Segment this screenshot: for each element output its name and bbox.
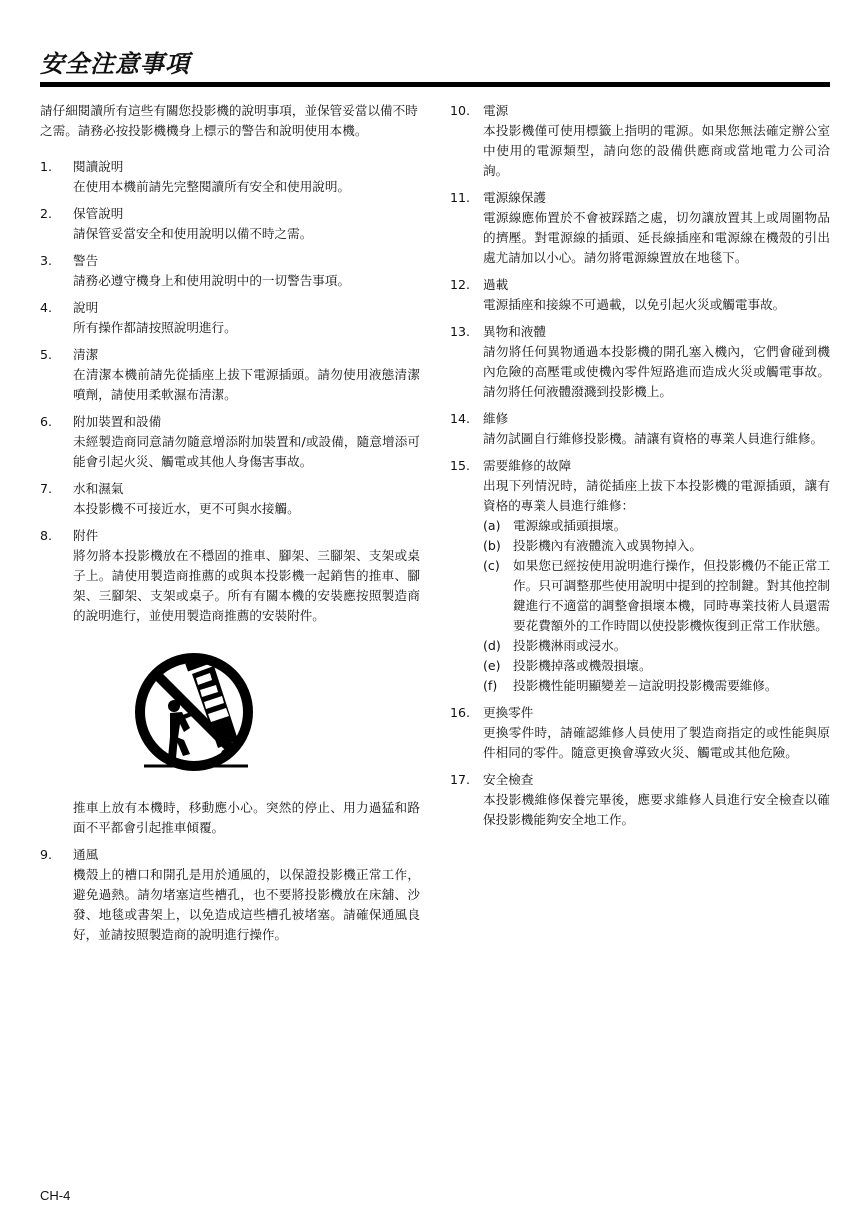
sub-item-label: (f) — [483, 678, 498, 693]
sub-list-item — [483, 556, 830, 636]
list-item — [450, 188, 830, 268]
list-item — [40, 157, 420, 197]
item-title: 閱讀說明 — [73, 159, 124, 174]
list-item — [40, 479, 420, 519]
item-title: 電源 — [483, 103, 509, 118]
item-number: 5. — [40, 347, 53, 362]
item-title: 保管說明 — [73, 206, 124, 221]
item-body: 在清潔本機前請先從插座上拔下電源插頭。請勿使用液態清潔噴劑，請使用柔軟濕布清潔。 — [73, 367, 420, 402]
item-title: 過載 — [483, 277, 509, 292]
left-item-list — [40, 157, 420, 626]
item-body: 電源線應佈置於不會被踩踏之處，切勿讓放置其上或周圍物品的擠壓。對電源線的插頭、延長線插座和電源線在機殼的引出處尤請加以小心。請勿將電源線置放在地毯下。 — [483, 210, 830, 265]
item-9-ventilation — [40, 845, 420, 945]
sub-item-text: 投影機掉落或機殼損壞。 — [513, 658, 652, 673]
list-item — [40, 526, 420, 626]
item-number: 11. — [450, 190, 471, 205]
list-item — [450, 409, 830, 449]
item-body: 本投影機僅可使用標籤上指明的電源。如果您無法確定辦公室中使用的電源類型，請向您的設備供應商或當地電力公司洽詢。 — [483, 123, 830, 178]
list-item — [40, 298, 420, 338]
list-item — [450, 322, 830, 402]
item-number: 2. — [40, 206, 53, 221]
cart-caption: 推車上放有本機時，移動應小心。突然的停止、用力過猛和路面不平都會引起推車傾覆。 — [73, 800, 420, 835]
item-title: 警告 — [73, 253, 99, 268]
item-body: 請勿試圖自行維修投影機。請讓有資格的專業人員進行維修。 — [483, 431, 824, 446]
sub-item-text: 如果您已經按使用說明進行操作，但投影機仍不能正常工作。只可調整那些使用說明中提到的控制鍵。對其他控制鍵進行不適當的調整會損壞本機，同時專業技術人員還需要花費額外的工作時間以使投影機恢復到正常工作狀態。 — [513, 558, 830, 633]
item-title: 附件 — [73, 528, 99, 543]
item-body: 請務必遵守機身上和使用說明中的一切警告事項。 — [73, 273, 351, 288]
right-item-list — [450, 101, 830, 449]
right-column — [450, 101, 830, 837]
item-number: 14. — [450, 411, 471, 426]
item-number: 16. — [450, 705, 471, 720]
item-15-service-faults — [450, 456, 830, 696]
title-rule — [40, 82, 830, 87]
sub-list-item — [483, 636, 830, 656]
item-number: 9. — [40, 847, 53, 862]
item-number: 13. — [450, 324, 471, 339]
item-body: 所有操作都請按照說明進行。 — [73, 320, 237, 335]
list-item — [450, 703, 830, 763]
item-number: 15. — [450, 458, 471, 473]
item-body: 本投影機不可接近水，更不可與水接觸。 — [73, 501, 300, 516]
item-body: 更換零件時，請確認維修人員使用了製造商指定的或性能與原件相同的零件。隨意更換會導致火災、觸電或其他危險。 — [483, 725, 830, 760]
left-column — [40, 101, 420, 952]
sub-list-item — [483, 516, 830, 536]
item-title: 電源線保護 — [483, 190, 546, 205]
cart-tip-over-warning-icon — [130, 640, 270, 780]
item-number: 3. — [40, 253, 53, 268]
item-body: 在使用本機前請先完整閱讀所有安全和使用說明。 — [73, 179, 351, 194]
item-title: 水和濕氣 — [73, 481, 124, 496]
item-body: 電源插座和接線不可過載，以免引起火災或觸電事故。 — [483, 297, 786, 312]
item-title: 通風 — [73, 847, 99, 862]
item-title: 安全檢查 — [483, 772, 534, 787]
item-title: 說明 — [73, 300, 99, 315]
sub-list-item — [483, 676, 830, 696]
item-title: 更換零件 — [483, 705, 534, 720]
sub-item-label: (e) — [483, 658, 501, 673]
page-title: 安全注意事項 — [40, 49, 190, 78]
item-body: 出現下列情況時，請從插座上拔下本投影機的電源插頭，讓有資格的專業人員進行維修： — [483, 478, 830, 513]
item-body: 請勿將任何異物通過本投影機的開孔塞入機內，它們會碰到機內危險的高壓電或使機內零件短路進而造成火災或觸電事故。請勿將任何液體潑濺到投影機上。 — [483, 344, 830, 399]
sub-item-label: (b) — [483, 538, 501, 553]
item-title: 需要維修的故障 — [483, 458, 572, 473]
item-number: 12. — [450, 277, 471, 292]
item-body: 機殼上的槽口和開孔是用於通風的，以保證投影機正常工作，避免過熱。請勿堵塞這些槽孔，也不要將投影機放在床舖、沙發、地毯或書架上，以免造成這些槽孔被堵塞。請確保通風良好，並請按照製造商的說明進行操作。 — [73, 867, 420, 942]
sub-item-text: 投影機性能明顯變差－這說明投影機需要維修。 — [513, 678, 778, 693]
sub-item-text: 投影機淋雨或浸水。 — [513, 638, 627, 653]
sub-item-label: (d) — [483, 638, 501, 653]
list-item — [450, 770, 830, 830]
item-body: 本投影機維修保養完畢後，應要求維修人員進行安全檢查以確保投影機能夠安全地工作。 — [483, 792, 830, 827]
item-number: 17. — [450, 772, 471, 787]
list-item — [40, 412, 420, 472]
sub-list-item — [483, 536, 830, 556]
item-body: 請保管妥當安全和使用說明以備不時之需。 — [73, 226, 313, 241]
item-body: 未經製造商同意請勿隨意增添附加裝置和/或設備，隨意增添可能會引起火災、觸電或其他人身傷害事故。 — [73, 434, 420, 469]
item-number: 4. — [40, 300, 53, 315]
right-item-list-end — [450, 703, 830, 830]
list-item — [40, 204, 420, 244]
item-number: 10. — [450, 103, 471, 118]
list-item — [40, 345, 420, 405]
item-number: 7. — [40, 481, 53, 496]
item-title: 清潔 — [73, 347, 99, 362]
fault-sub-list — [483, 516, 830, 696]
item-number: 6. — [40, 414, 53, 429]
list-item — [40, 251, 420, 291]
item-title: 附加裝置和設備 — [73, 414, 162, 429]
intro-paragraph: 請仔細閱讀所有這些有關您投影機的說明事項，並保管妥當以備不時之需。請務必按投影機機身上標示的警告和說明使用本機。 — [40, 103, 418, 138]
item-number: 1. — [40, 159, 53, 174]
list-item — [450, 275, 830, 315]
sub-item-label: (c) — [483, 558, 500, 573]
item-title: 維修 — [483, 411, 509, 426]
item-body: 將勿將本投影機放在不穩固的推車、腳架、三腳架、支架或桌子上。請使用製造商推薦的或與本投影機一起銷售的推車、腳架、三腳架、支架或桌子。所有有關本機的安裝應按照製造商的說明進行，並使用製造商推薦的安裝附件。 — [73, 548, 420, 623]
item-number: 8. — [40, 528, 53, 543]
item-title: 異物和液體 — [483, 324, 546, 339]
sub-list-item — [483, 656, 830, 676]
sub-item-label: (a) — [483, 518, 501, 533]
sub-item-text: 電源線或插頭損壞。 — [513, 518, 627, 533]
list-item — [450, 101, 830, 181]
sub-item-text: 投影機內有液體流入或異物掉入。 — [513, 538, 702, 553]
page-number: CH-4 — [40, 1188, 71, 1203]
